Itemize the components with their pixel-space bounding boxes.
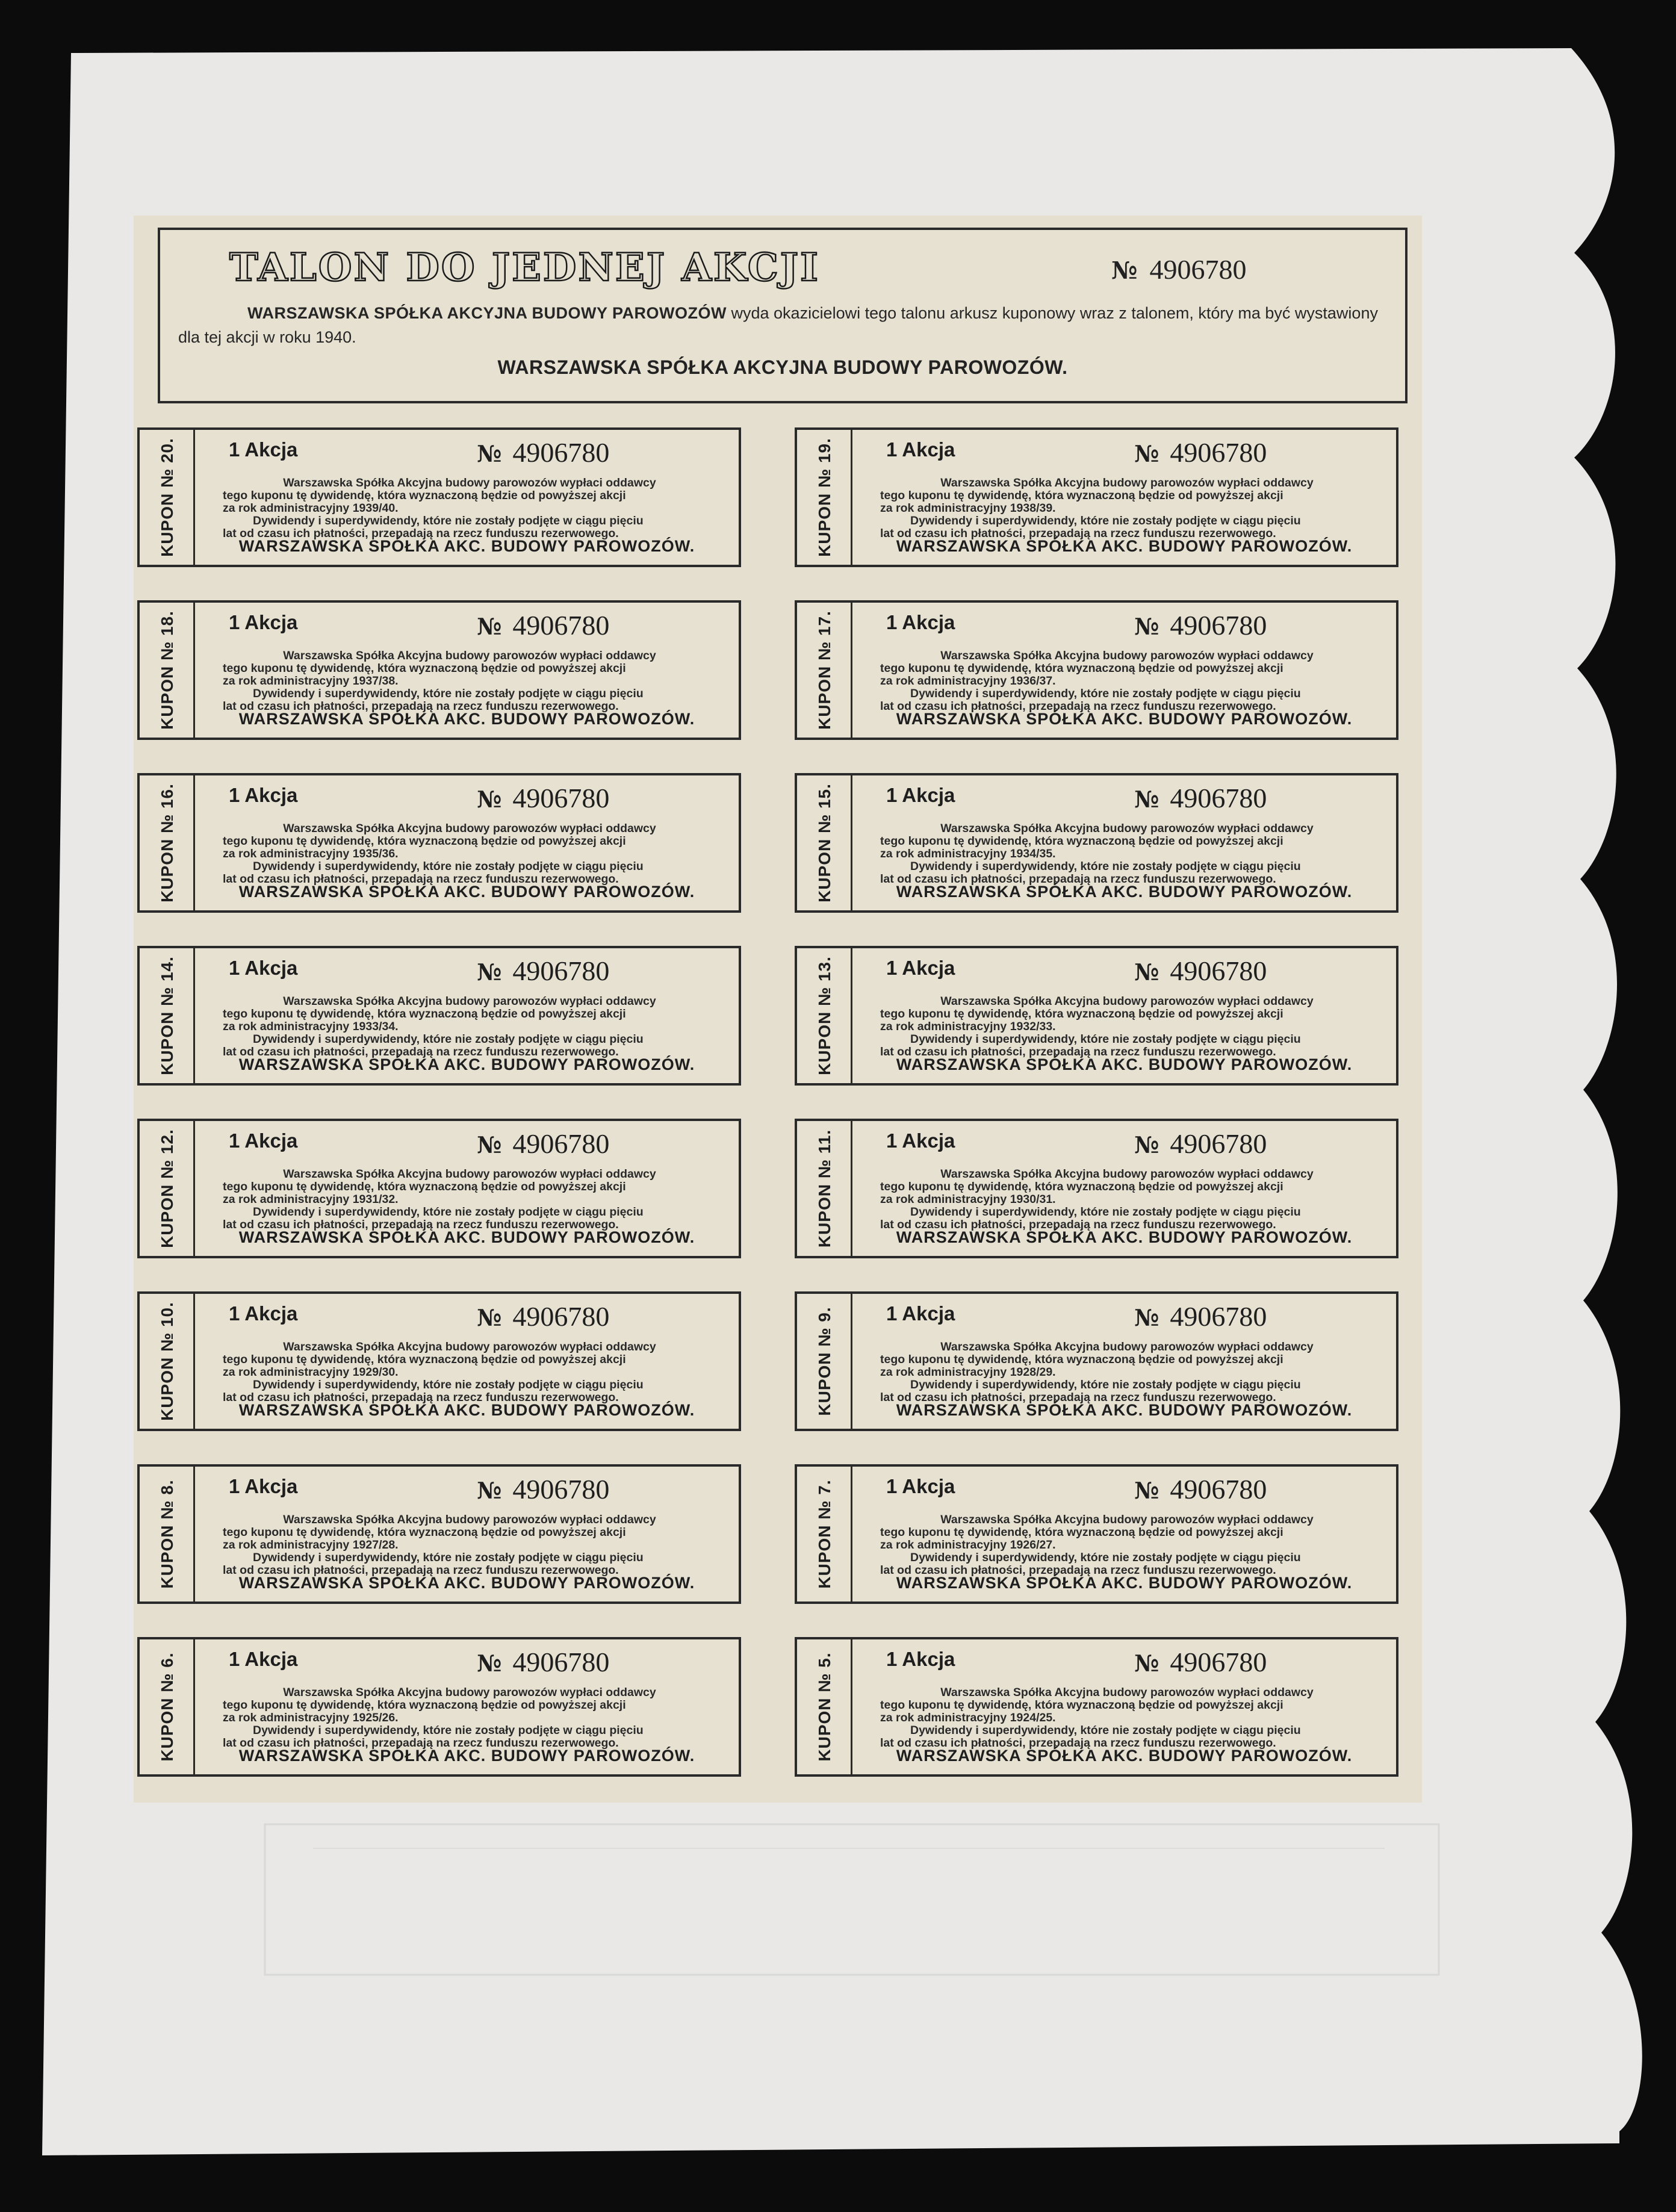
coupon-line-2: tego kuponu tę dywidendę, która wyznaczoną będzie od powyższej akcji (880, 1180, 1283, 1193)
coupon-number-value: 4906780 (1170, 955, 1267, 986)
coupon-side (797, 775, 852, 910)
number-sign: № (1134, 1131, 1159, 1158)
coupon-akcja: 1 Akcja (229, 1129, 298, 1152)
coupon-akcja: 1 Akcja (886, 438, 955, 461)
coupon-line-4: Dywidendy i superdywidendy, które nie zostały podjęte w ciągu pięciu (253, 1378, 644, 1391)
coupon-akcja: 1 Akcja (886, 1475, 955, 1497)
number-sign: № (477, 1304, 502, 1331)
coupon-18 (137, 600, 741, 740)
coupon-line-4: Dywidendy i superdywidendy, które nie zostały podjęte w ciągu pięciu (253, 514, 644, 527)
coupon-year: 1933/34. (352, 1020, 399, 1033)
coupon-number (1134, 1127, 1267, 1160)
coupon-label: KUPON № 13. (815, 956, 834, 1075)
coupon-line-4: Dywidendy i superdywidendy, które nie zostały podjęte w ciągu pięciu (910, 1033, 1301, 1046)
coupon-13 (795, 946, 1398, 1086)
coupon-side (797, 603, 852, 738)
coupon-line-2: tego kuponu tę dywidendę, która wyznaczoną będzie od powyższej akcji (880, 1007, 1283, 1021)
number-sign: № (477, 1650, 502, 1677)
coupon-line-5: lat od czasu ich płatności, przepadają na rzecz funduszu rezerwowego. (223, 1391, 619, 1404)
coupon-body (211, 650, 728, 713)
coupon-line-3-prefix: za rok administracyjny (223, 502, 350, 515)
coupon-line-1: Warszawska Spółka Akcyjna budowy parowozów wypłaci oddawcy (940, 1686, 1314, 1699)
coupon-number (477, 436, 609, 468)
talon-number-value: 4906780 (1149, 254, 1247, 285)
coupon-line-5: lat od czasu ich płatności, przepadają na rzecz funduszu rezerwowego. (880, 872, 1276, 886)
coupon-line-3 (868, 675, 1386, 688)
coupon-body (868, 1341, 1386, 1404)
coupon-side (140, 775, 195, 910)
coupon-line-2: tego kuponu tę dywidendę, która wyznaczoną będzie od powyższej akcji (223, 489, 626, 502)
coupon-number-value: 4906780 (512, 1474, 610, 1505)
coupon-number (477, 609, 609, 641)
coupon-line-1: Warszawska Spółka Akcyjna budowy parowozów wypłaci oddawcy (940, 649, 1314, 662)
coupon-line-1: Warszawska Spółka Akcyjna budowy parowozów wypłaci oddawcy (940, 995, 1314, 1008)
coupon-line-1: Warszawska Spółka Akcyjna budowy parowozów wypłaci oddawcy (283, 1686, 656, 1699)
coupon-akcja: 1 Akcja (229, 1475, 298, 1497)
coupon-label: KUPON № 11. (815, 1129, 834, 1248)
coupon-line-4: Dywidendy i superdywidendy, które nie zostały podjęte w ciągu pięciu (910, 1378, 1301, 1391)
coupon-line-3 (211, 1021, 728, 1033)
coupon-year: 1930/31. (1010, 1193, 1056, 1206)
coupon-line-5: lat od czasu ich płatności, przepadają na rzecz funduszu rezerwowego. (880, 700, 1276, 713)
coupon-line-2: tego kuponu tę dywidendę, która wyznaczoną będzie od powyższej akcji (223, 662, 626, 675)
coupon-number-value: 4906780 (512, 1128, 610, 1159)
coupon-line-4: Dywidendy i superdywidendy, które nie zostały podjęte w ciągu pięciu (253, 1205, 644, 1219)
coupon-line-2: tego kuponu tę dywidendę, która wyznaczoną będzie od powyższej akcji (880, 834, 1283, 848)
coupon-year: 1935/36. (352, 847, 399, 860)
coupon-line-5: lat od czasu ich płatności, przepadają na rzecz funduszu rezerwowego. (223, 872, 619, 886)
coupon-line-3-prefix: za rok administracyjny (880, 847, 1007, 860)
coupon-line-5: lat od czasu ich płatności, przepadają na rzecz funduszu rezerwowego. (223, 1736, 619, 1750)
number-sign: № (477, 958, 502, 986)
coupon-side (140, 948, 195, 1083)
talon-box (158, 228, 1408, 403)
coupon-side (797, 1294, 852, 1429)
coupon-year: 1925/26. (352, 1711, 399, 1724)
coupon-label: KUPON № 14. (158, 956, 176, 1075)
coupon-line-1: Warszawska Spółka Akcyjna budowy parowozów wypłaci oddawcy (940, 1513, 1314, 1526)
coupon-body (868, 995, 1386, 1058)
coupon-akcja: 1 Akcja (229, 784, 298, 806)
coupon-line-3-prefix: za rok administracyjny (880, 502, 1007, 515)
coupon-line-1: Warszawska Spółka Akcyjna budowy parowozów wypłaci oddawcy (940, 476, 1314, 489)
coupon-line-4: Dywidendy i superdywidendy, które nie zostały podjęte w ciągu pięciu (253, 860, 644, 873)
coupon-year: 1934/35. (1010, 847, 1056, 860)
coupon-line-3-prefix: za rok administracyjny (880, 1711, 1007, 1724)
coupon-line-5: lat od czasu ich płatności, przepadają na rzecz funduszu rezerwowego. (223, 700, 619, 713)
coupon-line-3-prefix: za rok administracyjny (880, 1538, 1007, 1552)
coupon-footer: WARSZAWSKA SPÓŁKA AKC. BUDOWY PAROWOZÓW. (238, 1228, 695, 1246)
coupon-side (140, 1294, 195, 1429)
coupon-line-5: lat od czasu ich płatności, przepadają na rzecz funduszu rezerwowego. (880, 1736, 1276, 1750)
coupon-line-3 (211, 1712, 728, 1724)
coupon-line-2: tego kuponu tę dywidendę, która wyznaczoną będzie od powyższej akcji (880, 489, 1283, 502)
number-sign: № (1134, 1477, 1159, 1504)
coupon-body (211, 995, 728, 1058)
coupon-number (477, 1473, 609, 1505)
coupon-12 (137, 1119, 741, 1258)
coupon-number-value: 4906780 (512, 1647, 610, 1677)
coupon-line-4: Dywidendy i superdywidendy, które nie zostały podjęte w ciągu pięciu (253, 1551, 644, 1564)
coupon-line-3-prefix: za rok administracyjny (880, 1365, 1007, 1379)
coupon-footer: WARSZAWSKA SPÓŁKA AKC. BUDOWY PAROWOZÓW. (238, 1574, 695, 1592)
coupon-line-5: lat od czasu ich płatności, przepadają na rzecz funduszu rezerwowego. (223, 1045, 619, 1058)
coupon-body (211, 1168, 728, 1231)
coupon-akcja: 1 Akcja (886, 957, 955, 979)
coupon-line-4: Dywidendy i superdywidendy, które nie zostały podjęte w ciągu pięciu (910, 1205, 1301, 1219)
coupon-footer: WARSZAWSKA SPÓŁKA AKC. BUDOWY PAROWOZÓW. (896, 883, 1353, 901)
coupon-label: KUPON № 16. (158, 783, 176, 903)
coupon-label: KUPON № 9. (815, 1306, 834, 1416)
coupon-line-2: tego kuponu tę dywidendę, która wyznaczoną będzie od powyższej akcji (880, 1698, 1283, 1712)
coupon-line-3 (868, 502, 1386, 515)
coupon-akcja: 1 Akcja (229, 1648, 298, 1670)
coupon-side (140, 430, 195, 565)
coupon-number (477, 954, 609, 987)
number-sign: № (477, 1131, 502, 1158)
coupon-akcja: 1 Akcja (886, 784, 955, 806)
coupon-side (140, 603, 195, 738)
coupon-body (868, 822, 1386, 886)
coupon-line-4: Dywidendy i superdywidendy, które nie zostały podjęte w ciągu pięciu (253, 1724, 644, 1737)
coupon-7 (795, 1464, 1398, 1604)
number-sign: № (477, 440, 502, 467)
coupon-label: KUPON № 12. (158, 1129, 176, 1248)
number-sign: № (477, 1477, 502, 1504)
coupon-number (1134, 954, 1267, 987)
coupon-number-value: 4906780 (1170, 1474, 1267, 1505)
coupon-side (797, 1467, 852, 1602)
coupon-line-3 (868, 848, 1386, 860)
coupon-label: KUPON № 6. (158, 1652, 176, 1762)
coupon-line-1: Warszawska Spółka Akcyjna budowy parowozów wypłaci oddawcy (283, 476, 656, 489)
coupon-body (211, 1514, 728, 1577)
coupon-8 (137, 1464, 741, 1604)
coupon-11 (795, 1119, 1398, 1258)
coupon-line-1: Warszawska Spółka Akcyjna budowy parowozów wypłaci oddawcy (283, 1513, 656, 1526)
coupon-number-value: 4906780 (512, 1301, 610, 1332)
coupon-line-3 (868, 1021, 1386, 1033)
coupon-side (140, 1121, 195, 1256)
coupon-6 (137, 1637, 741, 1777)
coupon-year: 1936/37. (1010, 674, 1056, 688)
coupon-line-2: tego kuponu tę dywidendę, która wyznaczoną będzie od powyższej akcji (880, 1526, 1283, 1539)
coupon-20 (137, 427, 741, 567)
coupon-side (797, 1639, 852, 1774)
coupon-line-3 (211, 1193, 728, 1206)
coupon-side (140, 1639, 195, 1774)
talon-footer: WARSZAWSKA SPÓŁKA AKCYJNA BUDOWY PAROWOZÓW. (497, 356, 1068, 378)
coupon-side (797, 430, 852, 565)
coupon-line-1: Warszawska Spółka Akcyjna budowy parowozów wypłaci oddawcy (940, 1167, 1314, 1181)
coupon-14 (137, 946, 741, 1086)
coupon-17 (795, 600, 1398, 740)
coupon-line-4: Dywidendy i superdywidendy, które nie zostały podjęte w ciągu pięciu (253, 1033, 644, 1046)
coupon-body (211, 477, 728, 540)
coupon-year: 1937/38. (352, 674, 399, 688)
coupon-line-1: Warszawska Spółka Akcyjna budowy parowozów wypłaci oddawcy (283, 649, 656, 662)
coupon-line-3-prefix: za rok administracyjny (223, 1020, 350, 1033)
coupon-line-3-prefix: za rok administracyjny (223, 1538, 350, 1552)
coupon-line-3 (868, 1712, 1386, 1724)
coupon-line-5: lat od czasu ich płatności, przepadają na rzecz funduszu rezerwowego. (880, 1218, 1276, 1231)
coupon-line-3-prefix: za rok administracyjny (223, 1365, 350, 1379)
coupon-number-value: 4906780 (512, 437, 610, 468)
coupon-number-value: 4906780 (1170, 1647, 1267, 1677)
talon-text-company: WARSZAWSKA SPÓŁKA AKCYJNA BUDOWY PAROWOZÓW (247, 304, 727, 322)
coupon-number-value: 4906780 (512, 955, 610, 986)
coupon-line-3 (211, 502, 728, 515)
coupon-akcja: 1 Akcja (886, 1129, 955, 1152)
coupon-footer: WARSZAWSKA SPÓŁKA AKC. BUDOWY PAROWOZÓW. (896, 1401, 1353, 1419)
coupon-line-2: tego kuponu tę dywidendę, która wyznaczoną będzie od powyższej akcji (223, 1007, 626, 1021)
coupon-footer: WARSZAWSKA SPÓŁKA AKC. BUDOWY PAROWOZÓW. (896, 1747, 1353, 1765)
coupon-label: KUPON № 10. (158, 1302, 176, 1421)
coupon-year: 1929/30. (352, 1365, 399, 1379)
coupon-line-2: tego kuponu tę dywidendę, która wyznaczoną będzie od powyższej akcji (223, 1526, 626, 1539)
coupon-line-3-prefix: za rok administracyjny (880, 1020, 1007, 1033)
coupon-9 (795, 1291, 1398, 1431)
coupon-footer: WARSZAWSKA SPÓŁKA AKC. BUDOWY PAROWOZÓW. (896, 710, 1353, 728)
coupon-side (140, 1467, 195, 1602)
coupon-body (211, 1341, 728, 1404)
talon-text-rest: wyda okazicielowi tego talonu arkusz kuponowy wraz z talonem, który ma być wystawiony dla tej akcji w roku 1940. (178, 304, 1378, 346)
coupon-line-5: lat od czasu ich płatności, przepadają na rzecz funduszu rezerwowego. (223, 527, 619, 540)
number-sign: № (1134, 613, 1159, 640)
number-sign: № (1134, 1650, 1159, 1677)
coupon-label: KUPON № 20. (158, 438, 176, 557)
coupon-footer: WARSZAWSKA SPÓŁKA AKC. BUDOWY PAROWOZÓW. (896, 1574, 1353, 1592)
coupon-line-1: Warszawska Spółka Akcyjna budowy parowozów wypłaci oddawcy (283, 1167, 656, 1181)
coupon-akcja: 1 Akcja (886, 1302, 955, 1325)
number-sign: № (477, 613, 502, 640)
coupon-label: KUPON № 15. (815, 783, 834, 903)
coupon-label: KUPON № 18. (158, 610, 176, 730)
coupon-year: 1939/40. (352, 502, 399, 515)
coupon-number-value: 4906780 (512, 783, 610, 813)
coupon-line-5: lat od czasu ich płatności, przepadają na rzecz funduszu rezerwowego. (880, 1391, 1276, 1404)
coupon-line-4: Dywidendy i superdywidendy, które nie zostały podjęte w ciągu pięciu (910, 1551, 1301, 1564)
coupon-line-3 (211, 675, 728, 688)
coupon-footer: WARSZAWSKA SPÓŁKA AKC. BUDOWY PAROWOZÓW. (896, 537, 1353, 555)
coupon-akcja: 1 Akcja (229, 438, 298, 461)
coupon-year: 1928/29. (1010, 1365, 1056, 1379)
coupon-year: 1938/39. (1010, 502, 1056, 515)
coupon-line-5: lat od czasu ich płatności, przepadają na rzecz funduszu rezerwowego. (223, 1564, 619, 1577)
coupon-body (868, 1514, 1386, 1577)
coupon-line-1: Warszawska Spółka Akcyjna budowy parowozów wypłaci oddawcy (283, 995, 656, 1008)
coupon-number-value: 4906780 (1170, 1128, 1267, 1159)
coupon-footer: WARSZAWSKA SPÓŁKA AKC. BUDOWY PAROWOZÓW. (238, 1401, 695, 1419)
coupon-line-5: lat od czasu ich płatności, przepadają na rzecz funduszu rezerwowego. (880, 1045, 1276, 1058)
coupon-akcja: 1 Akcja (886, 1648, 955, 1670)
talon-number (1111, 253, 1246, 285)
coupon-akcja: 1 Akcja (229, 611, 298, 633)
coupon-label: KUPON № 19. (815, 438, 834, 557)
coupon-10 (137, 1291, 741, 1431)
coupon-line-2: tego kuponu tę dywidendę, która wyznaczoną będzie od powyższej akcji (223, 1698, 626, 1712)
coupon-year: 1924/25. (1010, 1711, 1056, 1724)
coupon-number-value: 4906780 (512, 610, 610, 641)
coupon-line-1: Warszawska Spółka Akcyjna budowy parowozów wypłaci oddawcy (283, 822, 656, 835)
coupon-5 (795, 1637, 1398, 1777)
coupon-akcja: 1 Akcja (886, 611, 955, 633)
coupon-body (211, 822, 728, 886)
coupon-footer: WARSZAWSKA SPÓŁKA AKC. BUDOWY PAROWOZÓW. (238, 1055, 695, 1073)
coupon-number (477, 781, 609, 814)
coupon-16 (137, 773, 741, 913)
number-sign: № (1134, 1304, 1159, 1331)
talon-title: TALON DO JEDNEJ AKCJI (229, 245, 820, 290)
coupon-akcja: 1 Akcja (229, 957, 298, 979)
number-sign: № (1134, 440, 1159, 467)
coupon-body (868, 477, 1386, 540)
coupon-footer: WARSZAWSKA SPÓŁKA AKC. BUDOWY PAROWOZÓW. (238, 1747, 695, 1765)
coupon-side (797, 1121, 852, 1256)
coupon-line-3-prefix: za rok administracyjny (223, 1193, 350, 1206)
coupon-body (868, 1686, 1386, 1750)
coupon-line-3 (868, 1193, 1386, 1206)
coupon-akcja: 1 Akcja (229, 1302, 298, 1325)
coupon-number (1134, 1300, 1267, 1332)
coupon-line-5: lat od czasu ich płatności, przepadają na rzecz funduszu rezerwowego. (223, 1218, 619, 1231)
coupon-number (1134, 1473, 1267, 1505)
coupon-number (1134, 781, 1267, 814)
coupon-number-value: 4906780 (1170, 783, 1267, 813)
coupon-line-2: tego kuponu tę dywidendę, która wyznaczoną będzie od powyższej akcji (880, 662, 1283, 675)
coupon-label: KUPON № 5. (815, 1652, 834, 1762)
coupon-side (797, 948, 852, 1083)
coupon-line-3 (868, 1366, 1386, 1379)
coupon-year: 1931/32. (352, 1193, 399, 1206)
coupon-number (1134, 1645, 1267, 1678)
coupon-year: 1926/27. (1010, 1538, 1056, 1552)
coupon-number-value: 4906780 (1170, 1301, 1267, 1332)
talon-text (178, 301, 1388, 349)
coupon-line-2: tego kuponu tę dywidendę, która wyznaczoną będzie od powyższej akcji (223, 1180, 626, 1193)
coupon-body (868, 1168, 1386, 1231)
coupon-line-3-prefix: za rok administracyjny (223, 847, 350, 860)
coupon-footer: WARSZAWSKA SPÓŁKA AKC. BUDOWY PAROWOZÓW. (238, 537, 695, 555)
coupon-line-4: Dywidendy i superdywidendy, które nie zostały podjęte w ciągu pięciu (253, 687, 644, 700)
coupon-line-2: tego kuponu tę dywidendę, która wyznaczoną będzie od powyższej akcji (223, 1353, 626, 1366)
coupon-line-3 (211, 848, 728, 860)
coupon-number-value: 4906780 (1170, 610, 1267, 641)
coupon-line-3 (868, 1539, 1386, 1552)
coupon-body (211, 1686, 728, 1750)
coupon-number (477, 1300, 609, 1332)
coupon-19 (795, 427, 1398, 567)
coupon-footer: WARSZAWSKA SPÓŁKA AKC. BUDOWY PAROWOZÓW. (896, 1055, 1353, 1073)
coupon-label: KUPON № 7. (815, 1479, 834, 1589)
number-sign: № (1111, 256, 1138, 285)
coupon-line-3-prefix: za rok administracyjny (880, 1193, 1007, 1206)
coupon-line-2: tego kuponu tę dywidendę, która wyznaczoną będzie od powyższej akcji (880, 1353, 1283, 1366)
coupon-line-1: Warszawska Spółka Akcyjna budowy parowozów wypłaci oddawcy (283, 1340, 656, 1353)
coupon-label: KUPON № 17. (815, 610, 834, 730)
coupon-body (868, 650, 1386, 713)
coupon-15 (795, 773, 1398, 913)
coupon-line-4: Dywidendy i superdywidendy, które nie zostały podjęte w ciągu pięciu (910, 860, 1301, 873)
coupon-number (477, 1127, 609, 1160)
coupon-line-3 (211, 1366, 728, 1379)
coupon-line-3-prefix: za rok administracyjny (223, 1711, 350, 1724)
coupon-line-3 (211, 1539, 728, 1552)
coupon-line-4: Dywidendy i superdywidendy, które nie zostały podjęte w ciągu pięciu (910, 1724, 1301, 1737)
coupon-year: 1932/33. (1010, 1020, 1056, 1033)
number-sign: № (1134, 958, 1159, 986)
coupon-line-4: Dywidendy i superdywidendy, które nie zostały podjęte w ciągu pięciu (910, 514, 1301, 527)
coupon-footer: WARSZAWSKA SPÓŁKA AKC. BUDOWY PAROWOZÓW. (896, 1228, 1353, 1246)
coupon-line-5: lat od czasu ich płatności, przepadają na rzecz funduszu rezerwowego. (880, 527, 1276, 540)
coupon-line-2: tego kuponu tę dywidendę, która wyznaczoną będzie od powyższej akcji (223, 834, 626, 848)
coupon-footer: WARSZAWSKA SPÓŁKA AKC. BUDOWY PAROWOZÓW. (238, 883, 695, 901)
coupon-number (1134, 436, 1267, 468)
coupon-line-4: Dywidendy i superdywidendy, które nie zostały podjęte w ciągu pięciu (910, 687, 1301, 700)
coupon-number (1134, 609, 1267, 641)
coupon-line-1: Warszawska Spółka Akcyjna budowy parowozów wypłaci oddawcy (940, 822, 1314, 835)
coupon-number-value: 4906780 (1170, 437, 1267, 468)
coupon-number (477, 1645, 609, 1678)
number-sign: № (1134, 786, 1159, 813)
number-sign: № (477, 786, 502, 813)
coupon-line-5: lat od czasu ich płatności, przepadają na rzecz funduszu rezerwowego. (880, 1564, 1276, 1577)
coupon-line-3-prefix: za rok administracyjny (223, 674, 350, 688)
coupon-line-3-prefix: za rok administracyjny (880, 674, 1007, 688)
coupon-label: KUPON № 8. (158, 1479, 176, 1589)
coupon-footer: WARSZAWSKA SPÓŁKA AKC. BUDOWY PAROWOZÓW. (238, 710, 695, 728)
coupon-year: 1927/28. (352, 1538, 399, 1552)
coupon-line-1: Warszawska Spółka Akcyjna budowy parowozów wypłaci oddawcy (940, 1340, 1314, 1353)
